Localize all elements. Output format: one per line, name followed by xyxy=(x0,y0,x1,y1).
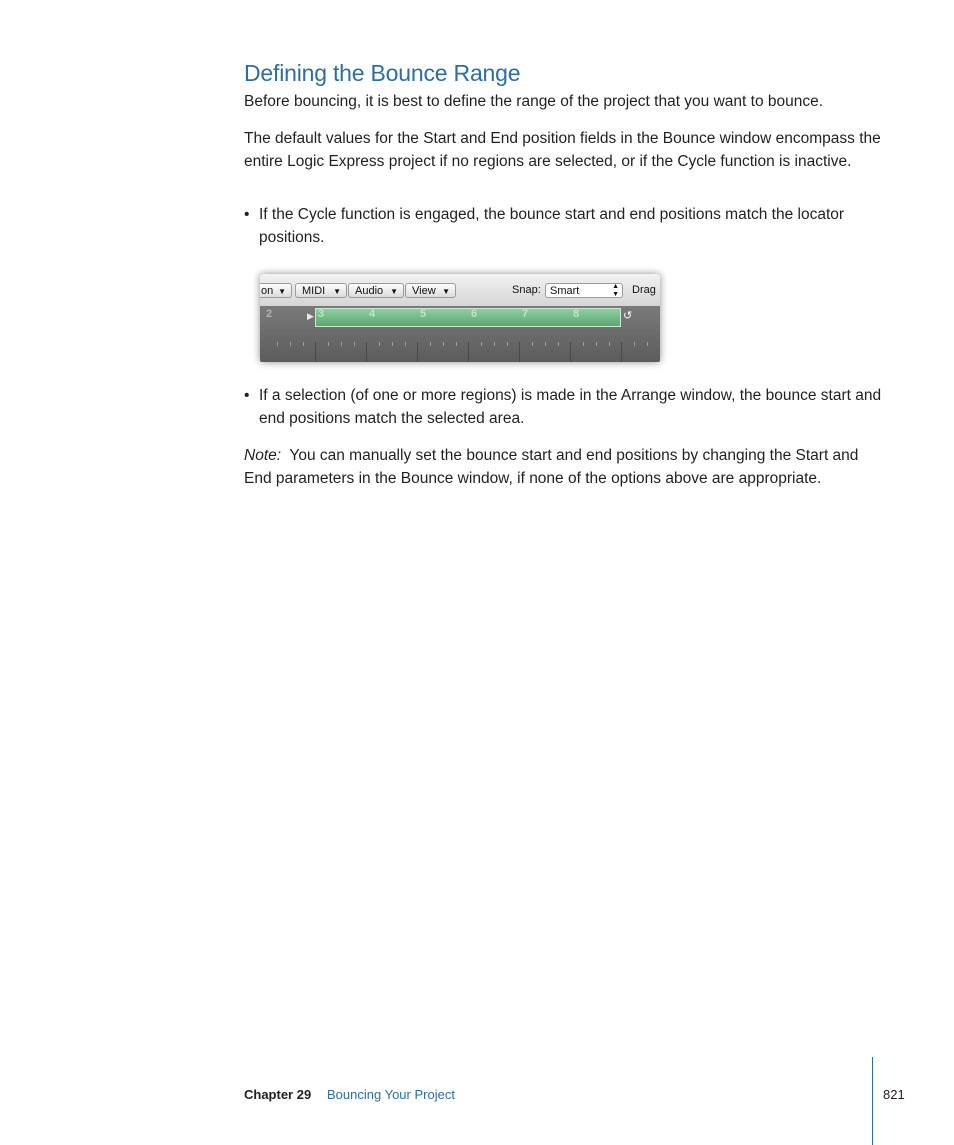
bullet-text: If the Cycle function is engaged, the bounce start and end positions match the locator positions. xyxy=(259,206,845,246)
bar-number: 6 xyxy=(471,308,478,320)
bullet-item-cycle xyxy=(244,203,884,253)
menu-label: Audio xyxy=(355,285,384,297)
snap-select[interactable] xyxy=(545,283,623,298)
beat-tick xyxy=(354,342,355,346)
beat-tick xyxy=(341,342,342,346)
stepper-arrows-icon: ▲ ▼ xyxy=(612,283,619,298)
note-label: Note: xyxy=(244,447,282,464)
snap-value: Smart xyxy=(550,285,580,297)
menu-label: MIDI xyxy=(302,285,326,297)
beat-tick xyxy=(456,342,457,346)
arrange-toolbar xyxy=(260,274,660,307)
bar-number: 3 xyxy=(318,308,325,320)
page-number: 821 xyxy=(883,1087,905,1102)
beat-tick xyxy=(392,342,393,346)
view-menu-button[interactable] xyxy=(405,283,456,298)
section-heading: Defining the Bounce Range xyxy=(244,60,521,86)
beat-tick xyxy=(328,342,329,346)
beat-tick xyxy=(634,342,635,346)
chevron-down-icon: ▼ xyxy=(278,287,286,296)
chevron-down-icon: ▼ xyxy=(442,287,450,296)
drag-label: Drag xyxy=(632,284,656,296)
chevron-down-icon: ▼ xyxy=(390,287,398,296)
intro-paragraph: Before bouncing, it is best to define the range of the project that you want to bounce. xyxy=(244,93,824,110)
bullet-text: If a selection (of one or more regions) is made in the Arrange window, the bounce start and end positions match the selected area. xyxy=(259,387,882,427)
bar-number: 4 xyxy=(369,308,376,320)
bar-line xyxy=(468,342,469,362)
default-values-paragraph: The default values for the Start and End position fields in the Bounce window encompass the entire Logic Express project if no regions are selected, or if the Cycle function is inactive. xyxy=(244,130,881,170)
beat-tick xyxy=(507,342,508,346)
audio-menu-button[interactable] xyxy=(348,283,404,298)
footer-chapter: Chapter 29 xyxy=(244,1087,312,1102)
bar-number: 7 xyxy=(522,308,529,320)
bar-ruler[interactable] xyxy=(260,306,660,362)
chevron-down-icon: ▼ xyxy=(333,287,341,296)
beat-tick xyxy=(596,342,597,346)
beat-tick xyxy=(430,342,431,346)
footer-divider xyxy=(872,1057,873,1145)
bar-number: 2 xyxy=(266,308,273,320)
snap-label: Snap: xyxy=(512,284,541,296)
bar-line xyxy=(519,342,520,362)
beat-tick xyxy=(277,342,278,346)
bullet-dot: • xyxy=(244,206,250,223)
bar-line xyxy=(570,342,571,362)
beat-tick xyxy=(647,342,648,346)
bar-line xyxy=(315,342,316,362)
beat-tick xyxy=(290,342,291,346)
right-locator-icon: ↺ xyxy=(623,310,633,322)
note-text: You can manually set the bounce start and end positions by changing the Start and End parameters in the Bounce window, if none of the options above are appropriate. xyxy=(244,447,859,487)
arrange-window-screenshot xyxy=(260,274,660,362)
beat-tick xyxy=(609,342,610,346)
bullet-dot: • xyxy=(244,387,250,404)
bar-line xyxy=(621,342,622,362)
bullet-item-selection xyxy=(244,384,884,434)
region-menu-button[interactable] xyxy=(260,283,292,298)
midi-menu-button[interactable] xyxy=(295,283,347,298)
beat-tick xyxy=(583,342,584,346)
bar-number: 8 xyxy=(573,308,580,320)
beat-tick xyxy=(481,342,482,346)
footer-chapter-title: Bouncing Your Project xyxy=(327,1087,455,1102)
bar-number: 5 xyxy=(420,308,427,320)
beat-tick xyxy=(532,342,533,346)
note-paragraph xyxy=(244,444,884,490)
beat-tick xyxy=(443,342,444,346)
menu-label: on xyxy=(261,285,274,297)
beat-tick xyxy=(379,342,380,346)
bar-line xyxy=(366,342,367,362)
beat-tick xyxy=(558,342,559,346)
beat-tick xyxy=(494,342,495,346)
beat-tick xyxy=(405,342,406,346)
left-locator-icon: ▶ xyxy=(307,311,314,321)
beat-tick xyxy=(545,342,546,346)
bar-line xyxy=(417,342,418,362)
beat-tick xyxy=(303,342,304,346)
menu-label: View xyxy=(412,285,436,297)
